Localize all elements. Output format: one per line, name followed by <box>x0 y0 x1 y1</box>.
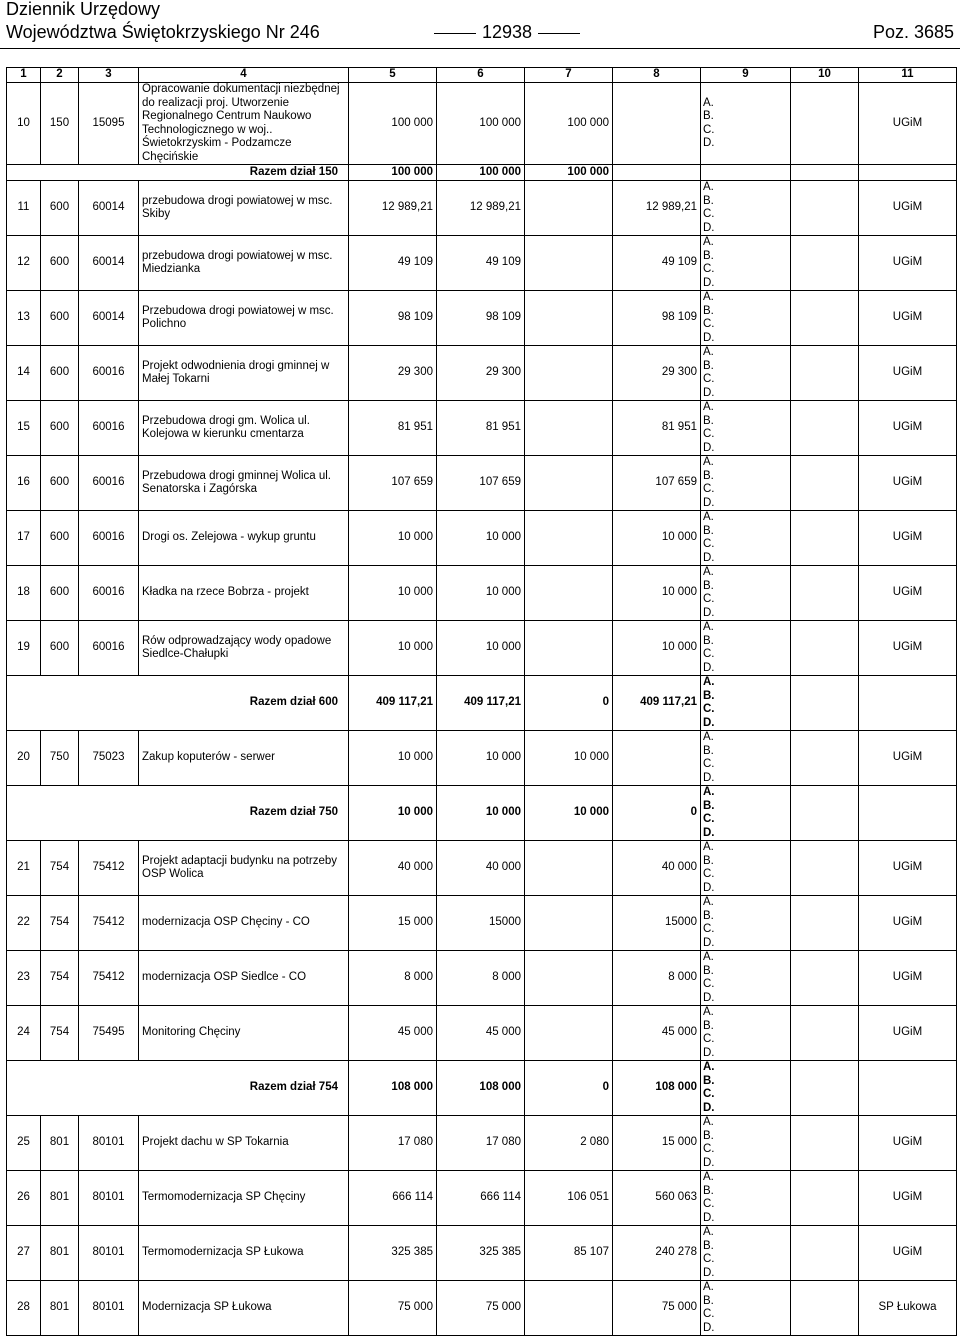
responsible-unit: UGiM <box>859 1226 957 1281</box>
summary-row <box>7 786 957 841</box>
responsible-unit: UGiM <box>859 456 957 511</box>
value-col6: 100 000 <box>437 83 525 165</box>
value-col7 <box>525 236 613 291</box>
value-col7 <box>525 456 613 511</box>
value-col6: 10 000 <box>437 786 525 841</box>
task-description: Modernizacja SP Łukowa <box>139 1281 349 1336</box>
table-row <box>7 566 957 621</box>
funding-source-categories: A. B. C. D. <box>701 181 791 236</box>
empty-col10 <box>791 291 859 346</box>
summary-row <box>7 1061 957 1116</box>
empty-col10 <box>791 236 859 291</box>
table-row <box>7 401 957 456</box>
empty-col10 <box>791 896 859 951</box>
responsible-unit: SP Łukowa <box>859 1281 957 1336</box>
empty-col10 <box>791 511 859 566</box>
chapter-code: 75412 <box>79 951 139 1006</box>
chapter-code: 80101 <box>79 1226 139 1281</box>
funding-source-categories: A. B. C. D. <box>701 401 791 456</box>
row-number: 16 <box>7 456 41 511</box>
funding-source-categories: A. B. C. D. <box>701 896 791 951</box>
value-col7 <box>525 1006 613 1061</box>
funding-source-categories: A. B. C. D. <box>701 621 791 676</box>
funding-source-categories: A. B. C. D. <box>701 1116 791 1171</box>
budget-table <box>6 67 957 1336</box>
position-number: Poz. 3685 <box>872 22 954 42</box>
task-description: Przebudowa drogi powiatowej w msc. Polichno <box>139 291 349 346</box>
chapter-code: 60014 <box>79 236 139 291</box>
value-col6: 40 000 <box>437 841 525 896</box>
funding-source-categories: A. B. C. D. <box>701 731 791 786</box>
row-number: 26 <box>7 1171 41 1226</box>
value-col6: 10 000 <box>437 731 525 786</box>
empty-col10 <box>791 1061 859 1116</box>
section-code: 600 <box>41 291 79 346</box>
funding-source-categories: A. B. C. D. <box>701 456 791 511</box>
section-code: 750 <box>41 731 79 786</box>
section-code: 801 <box>41 1171 79 1226</box>
value-col8: 409 117,21 <box>613 676 701 731</box>
responsible-unit: UGiM <box>859 731 957 786</box>
task-description: modernizacja OSP Siedlce - CO <box>139 951 349 1006</box>
value-col5: 666 114 <box>349 1171 437 1226</box>
section-code: 150 <box>41 83 79 165</box>
value-col8 <box>613 83 701 165</box>
value-col7: 85 107 <box>525 1226 613 1281</box>
value-col7: 100 000 <box>525 165 613 181</box>
funding-source-categories: A. B. C. D. <box>701 236 791 291</box>
value-col5: 108 000 <box>349 1061 437 1116</box>
table-row <box>7 291 957 346</box>
journal-title: Dziennik Urzędowy <box>6 0 161 19</box>
row-number: 25 <box>7 1116 41 1171</box>
column-header-2: 2 <box>41 68 79 83</box>
value-col6: 8 000 <box>437 951 525 1006</box>
chapter-code: 15095 <box>79 83 139 165</box>
value-col5: 107 659 <box>349 456 437 511</box>
value-col8: 98 109 <box>613 291 701 346</box>
chapter-code: 60016 <box>79 566 139 621</box>
table-row <box>7 731 957 786</box>
table-row <box>7 236 957 291</box>
task-description: Przebudowa drogi gm. Wolica ul. Kolejowa w kierunku cmentarza <box>139 401 349 456</box>
chapter-code: 75495 <box>79 1006 139 1061</box>
task-description: Kładka na rzece Bobrza - projekt <box>139 566 349 621</box>
value-col6: 666 114 <box>437 1171 525 1226</box>
table-row <box>7 346 957 401</box>
funding-source-categories: A. B. C. D. <box>701 1171 791 1226</box>
chapter-code: 75023 <box>79 731 139 786</box>
column-header-1: 1 <box>7 68 41 83</box>
section-code: 600 <box>41 346 79 401</box>
section-code: 600 <box>41 181 79 236</box>
responsible-unit: UGiM <box>859 896 957 951</box>
value-col6: 17 080 <box>437 1116 525 1171</box>
empty-col10 <box>791 566 859 621</box>
value-col8: 8 000 <box>613 951 701 1006</box>
table-header-row <box>7 68 957 83</box>
value-col8: 240 278 <box>613 1226 701 1281</box>
value-col5: 325 385 <box>349 1226 437 1281</box>
column-header-6: 6 <box>437 68 525 83</box>
funding-source-categories: A. B. C. D. <box>701 676 791 731</box>
section-code: 754 <box>41 896 79 951</box>
page-number-text: 12938 <box>482 22 533 42</box>
journal-subtitle: Województwa Świętokrzyskiego Nr 246 <box>6 22 320 42</box>
table-body <box>7 83 957 1336</box>
summary-label: Razem dział 750 <box>7 786 349 841</box>
value-col8 <box>613 165 701 181</box>
responsible-unit: UGiM <box>859 83 957 165</box>
row-number: 18 <box>7 566 41 621</box>
empty-col10 <box>791 1281 859 1336</box>
row-number: 28 <box>7 1281 41 1336</box>
value-col7 <box>525 841 613 896</box>
column-header-9: 9 <box>701 68 791 83</box>
value-col5: 409 117,21 <box>349 676 437 731</box>
value-col5: 10 000 <box>349 566 437 621</box>
funding-source-categories: A. B. C. D. <box>701 291 791 346</box>
value-col5: 17 080 <box>349 1116 437 1171</box>
responsible-unit: UGiM <box>859 511 957 566</box>
empty-col10 <box>791 1226 859 1281</box>
empty-col10 <box>791 346 859 401</box>
section-code: 801 <box>41 1226 79 1281</box>
responsible-unit <box>859 676 957 731</box>
value-col6: 100 000 <box>437 165 525 181</box>
empty-col10 <box>791 786 859 841</box>
funding-source-categories <box>701 165 791 181</box>
value-col5: 45 000 <box>349 1006 437 1061</box>
summary-row <box>7 676 957 731</box>
task-description: przebudowa drogi powiatowej w msc. Miedzianka <box>139 236 349 291</box>
value-col7: 10 000 <box>525 786 613 841</box>
task-description: Projekt dachu w SP Tokarnia <box>139 1116 349 1171</box>
table-row <box>7 841 957 896</box>
empty-col10 <box>791 676 859 731</box>
funding-source-categories: A. B. C. D. <box>701 1281 791 1336</box>
value-col6: 45 000 <box>437 1006 525 1061</box>
value-col7 <box>525 951 613 1006</box>
empty-col10 <box>791 841 859 896</box>
table-row <box>7 511 957 566</box>
responsible-unit: UGiM <box>859 291 957 346</box>
funding-source-categories: A. B. C. D. <box>701 1226 791 1281</box>
task-description: przebudowa drogi powiatowej w msc. Skiby <box>139 181 349 236</box>
value-col8: 10 000 <box>613 566 701 621</box>
value-col5: 10 000 <box>349 511 437 566</box>
value-col6: 10 000 <box>437 621 525 676</box>
value-col6: 10 000 <box>437 566 525 621</box>
task-description: Opracowanie dokumentacji niezbędnej do realizacji proj. Utworzenie Regionalnego Centrum Naukowo Technologicznego w woj.. Świetokrzyskim - Podzamcze Chęcińskie <box>139 83 349 165</box>
value-col7 <box>525 1281 613 1336</box>
value-col7: 2 080 <box>525 1116 613 1171</box>
chapter-code: 60014 <box>79 181 139 236</box>
value-col5: 10 000 <box>349 786 437 841</box>
value-col6: 49 109 <box>437 236 525 291</box>
section-code: 600 <box>41 401 79 456</box>
value-col7: 106 051 <box>525 1171 613 1226</box>
section-code: 801 <box>41 1116 79 1171</box>
row-number: 14 <box>7 346 41 401</box>
section-code: 801 <box>41 1281 79 1336</box>
value-col5: 100 000 <box>349 165 437 181</box>
value-col8: 560 063 <box>613 1171 701 1226</box>
value-col7 <box>525 346 613 401</box>
task-description: Termomodernizacja SP Chęciny <box>139 1171 349 1226</box>
value-col7 <box>525 896 613 951</box>
summary-row <box>7 165 957 181</box>
responsible-unit <box>859 786 957 841</box>
empty-col10 <box>791 1171 859 1226</box>
value-col6: 325 385 <box>437 1226 525 1281</box>
summary-label: Razem dział 754 <box>7 1061 349 1116</box>
value-col5: 10 000 <box>349 731 437 786</box>
value-col8: 10 000 <box>613 511 701 566</box>
task-description: Projekt odwodnienia drogi gminnej w Małej Tokarni <box>139 346 349 401</box>
responsible-unit <box>859 165 957 181</box>
funding-source-categories: A. B. C. D. <box>701 786 791 841</box>
value-col8: 49 109 <box>613 236 701 291</box>
table-row <box>7 1006 957 1061</box>
empty-col10 <box>791 165 859 181</box>
responsible-unit: UGiM <box>859 1171 957 1226</box>
value-col5: 29 300 <box>349 346 437 401</box>
row-number: 17 <box>7 511 41 566</box>
value-col8: 15000 <box>613 896 701 951</box>
table-row <box>7 181 957 236</box>
summary-label: Razem dział 150 <box>7 165 349 181</box>
row-number: 24 <box>7 1006 41 1061</box>
row-number: 23 <box>7 951 41 1006</box>
value-col8: 81 951 <box>613 401 701 456</box>
responsible-unit: UGiM <box>859 951 957 1006</box>
value-col7: 0 <box>525 676 613 731</box>
value-col5: 10 000 <box>349 621 437 676</box>
task-description: Monitoring Chęciny <box>139 1006 349 1061</box>
row-number: 11 <box>7 181 41 236</box>
responsible-unit: UGiM <box>859 181 957 236</box>
row-number: 13 <box>7 291 41 346</box>
value-col8: 29 300 <box>613 346 701 401</box>
funding-source-categories: A. B. C. D. <box>701 1006 791 1061</box>
column-header-4: 4 <box>139 68 349 83</box>
chapter-code: 60016 <box>79 511 139 566</box>
responsible-unit: UGiM <box>859 1116 957 1171</box>
table-row <box>7 1116 957 1171</box>
chapter-code: 80101 <box>79 1171 139 1226</box>
empty-col10 <box>791 181 859 236</box>
funding-source-categories: A. B. C. D. <box>701 83 791 165</box>
empty-col10 <box>791 1116 859 1171</box>
responsible-unit: UGiM <box>859 621 957 676</box>
table-row <box>7 621 957 676</box>
section-code: 600 <box>41 236 79 291</box>
value-col7 <box>525 181 613 236</box>
value-col7: 0 <box>525 1061 613 1116</box>
value-col8: 107 659 <box>613 456 701 511</box>
row-number: 21 <box>7 841 41 896</box>
value-col6: 409 117,21 <box>437 676 525 731</box>
table-row <box>7 456 957 511</box>
table-row <box>7 83 957 165</box>
responsible-unit: UGiM <box>859 1006 957 1061</box>
chapter-code: 80101 <box>79 1116 139 1171</box>
empty-col10 <box>791 456 859 511</box>
value-col7: 10 000 <box>525 731 613 786</box>
section-code: 600 <box>41 621 79 676</box>
header-rule <box>0 48 960 49</box>
empty-col10 <box>791 1006 859 1061</box>
task-description: Zakup koputerów - serwer <box>139 731 349 786</box>
value-col7 <box>525 291 613 346</box>
chapter-code: 60016 <box>79 401 139 456</box>
column-header-8: 8 <box>613 68 701 83</box>
funding-source-categories: A. B. C. D. <box>701 951 791 1006</box>
page-header <box>0 0 960 48</box>
chapter-code: 60016 <box>79 346 139 401</box>
value-col8: 40 000 <box>613 841 701 896</box>
section-code: 754 <box>41 841 79 896</box>
value-col5: 40 000 <box>349 841 437 896</box>
task-description: Przebudowa drogi gminnej Wolica ul. Senatorska i Zagórska <box>139 456 349 511</box>
value-col8: 75 000 <box>613 1281 701 1336</box>
table-row <box>7 951 957 1006</box>
value-col5: 12 989,21 <box>349 181 437 236</box>
value-col8: 12 989,21 <box>613 181 701 236</box>
funding-source-categories: A. B. C. D. <box>701 841 791 896</box>
value-col6: 10 000 <box>437 511 525 566</box>
value-col6: 12 989,21 <box>437 181 525 236</box>
value-col5: 49 109 <box>349 236 437 291</box>
responsible-unit: UGiM <box>859 566 957 621</box>
column-header-10: 10 <box>791 68 859 83</box>
responsible-unit: UGiM <box>859 401 957 456</box>
section-code: 600 <box>41 511 79 566</box>
value-col6: 15000 <box>437 896 525 951</box>
chapter-code: 75412 <box>79 896 139 951</box>
section-code: 600 <box>41 566 79 621</box>
chapter-code: 60016 <box>79 456 139 511</box>
value-col8: 108 000 <box>613 1061 701 1116</box>
column-header-11: 11 <box>859 68 957 83</box>
task-description: Termomodernizacja SP Łukowa <box>139 1226 349 1281</box>
funding-source-categories: A. B. C. D. <box>701 511 791 566</box>
value-col8: 0 <box>613 786 701 841</box>
funding-source-categories: A. B. C. D. <box>701 1061 791 1116</box>
value-col8: 45 000 <box>613 1006 701 1061</box>
value-col7 <box>525 621 613 676</box>
value-col6: 29 300 <box>437 346 525 401</box>
empty-col10 <box>791 951 859 1006</box>
page-number <box>428 21 586 43</box>
value-col5: 15 000 <box>349 896 437 951</box>
value-col7 <box>525 511 613 566</box>
value-col6: 108 000 <box>437 1061 525 1116</box>
table-row <box>7 896 957 951</box>
row-number: 20 <box>7 731 41 786</box>
value-col7: 100 000 <box>525 83 613 165</box>
chapter-code: 60014 <box>79 291 139 346</box>
responsible-unit: UGiM <box>859 346 957 401</box>
value-col5: 81 951 <box>349 401 437 456</box>
chapter-code: 80101 <box>79 1281 139 1336</box>
value-col6: 107 659 <box>437 456 525 511</box>
chapter-code: 60016 <box>79 621 139 676</box>
section-code: 754 <box>41 1006 79 1061</box>
chapter-code: 75412 <box>79 841 139 896</box>
row-number: 27 <box>7 1226 41 1281</box>
row-number: 12 <box>7 236 41 291</box>
value-col8 <box>613 731 701 786</box>
task-description: modernizacja OSP Chęciny - CO <box>139 896 349 951</box>
task-description: Rów odprowadzający wody opadowe Siedlce-Chałupki <box>139 621 349 676</box>
task-description: Drogi os. Zelejowa - wykup gruntu <box>139 511 349 566</box>
value-col8: 15 000 <box>613 1116 701 1171</box>
table-row <box>7 1171 957 1226</box>
empty-col10 <box>791 621 859 676</box>
empty-col10 <box>791 83 859 165</box>
row-number: 19 <box>7 621 41 676</box>
section-code: 600 <box>41 456 79 511</box>
value-col7 <box>525 566 613 621</box>
funding-source-categories: A. B. C. D. <box>701 566 791 621</box>
summary-label: Razem dział 600 <box>7 676 349 731</box>
section-code: 754 <box>41 951 79 1006</box>
row-number: 22 <box>7 896 41 951</box>
row-number: 15 <box>7 401 41 456</box>
value-col8: 10 000 <box>613 621 701 676</box>
task-description: Projekt adaptacji budynku na potrzeby OSP Wolica <box>139 841 349 896</box>
value-col6: 98 109 <box>437 291 525 346</box>
value-col6: 81 951 <box>437 401 525 456</box>
row-number: 10 <box>7 83 41 165</box>
empty-col10 <box>791 731 859 786</box>
table-row <box>7 1281 957 1336</box>
column-header-5: 5 <box>349 68 437 83</box>
responsible-unit: UGiM <box>859 841 957 896</box>
value-col6: 75 000 <box>437 1281 525 1336</box>
value-col5: 8 000 <box>349 951 437 1006</box>
table-row <box>7 1226 957 1281</box>
empty-col10 <box>791 401 859 456</box>
column-header-3: 3 <box>79 68 139 83</box>
value-col7 <box>525 401 613 456</box>
funding-source-categories: A. B. C. D. <box>701 346 791 401</box>
column-header-7: 7 <box>525 68 613 83</box>
responsible-unit: UGiM <box>859 236 957 291</box>
responsible-unit <box>859 1061 957 1116</box>
value-col5: 98 109 <box>349 291 437 346</box>
value-col5: 75 000 <box>349 1281 437 1336</box>
value-col5: 100 000 <box>349 83 437 165</box>
